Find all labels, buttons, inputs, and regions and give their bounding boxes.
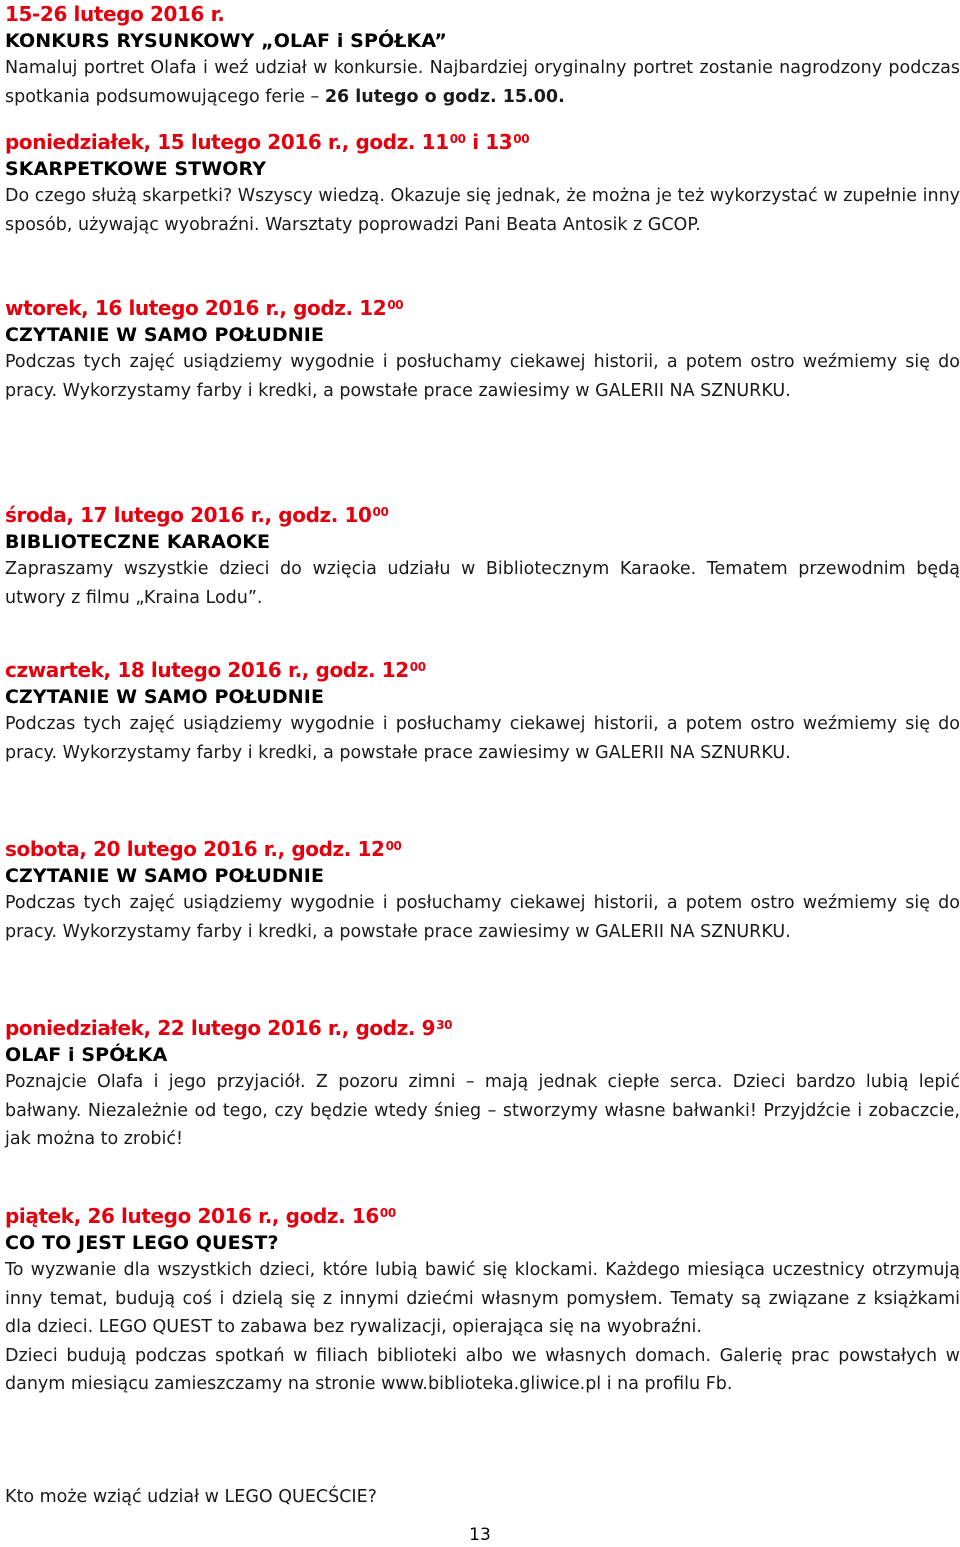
date-text: poniedziałek, 15 lutego 2016 r., godz. 11 [5, 130, 449, 154]
section-date [5, 501, 960, 529]
section-date [5, 294, 960, 322]
section-title: BIBLIOTECZNE KARAOKE [5, 531, 271, 553]
time-minutes: 00 [387, 298, 404, 312]
section-title: CZYTANIE W SAMO POŁUDNIE [5, 324, 325, 346]
date-text: czwartek, 18 lutego 2016 r., godz. 12 [5, 658, 409, 682]
date-text: piątek, 26 lutego 2016 r., godz. 16 [5, 1204, 379, 1228]
date-text-2: i 13 [465, 130, 513, 154]
time-minutes: 00 [372, 505, 389, 519]
section-czytanie-3 [5, 835, 960, 946]
section-body: Podczas tych zajęć usiądziemy wygodnie i posłuchamy ciekawej historii, a potem ostro weźmiemy się do pracy. Wykorzystamy farby i kredki, a powstałe prace zawiesimy w GALERII NA SZNURKU. [5, 893, 960, 942]
date-text: sobota, 20 lutego 2016 r., godz. 12 [5, 837, 385, 861]
section-date [5, 1014, 960, 1042]
date-text: poniedziałek, 22 lutego 2016 r., godz. 9 [5, 1016, 436, 1040]
section-title: CO TO JEST LEGO QUEST? [5, 1232, 279, 1254]
date-text: środa, 17 lutego 2016 r., godz. 10 [5, 503, 372, 527]
section-date [5, 1202, 960, 1230]
section-date: 15-26 lutego 2016 r. [5, 2, 225, 26]
time-minutes: 00 [385, 839, 402, 853]
date-text: wtorek, 16 lutego 2016 r., godz. 12 [5, 296, 387, 320]
section-title: OLAF i SPÓŁKA [5, 1044, 168, 1066]
section-title: SKARPETKOWE STWORY [5, 158, 267, 180]
section-czytanie-1 [5, 294, 960, 405]
section-czytanie-2 [5, 656, 960, 767]
section-title: CZYTANIE W SAMO POŁUDNIE [5, 865, 325, 887]
section-body: Zapraszamy wszystkie dzieci do wzięcia udziału w Bibliotecznym Karaoke. Tematem przewodnim będą utwory z filmu „Kraina Lodu”. [5, 559, 960, 608]
section-lego-quest [5, 1202, 960, 1399]
section-contest [5, 0, 960, 111]
lego-question: Kto może wziąć udział w LEGO QUECŚCIE? [5, 1487, 377, 1507]
section-title: KONKURS RYSUNKOWY „OLAF i SPÓŁKA” [5, 30, 447, 52]
time-minutes-2: 00 [513, 132, 530, 146]
section-body-2: Dzieci budują podczas spotkań w filiach biblioteki albo we własnych domach. Galerię prac powstałych w danym miesiącu zamieszczamy na stronie www.biblioteka.gliwice.pl i na profilu Fb. [5, 1345, 960, 1394]
time-minutes: 00 [409, 660, 426, 674]
time-minutes: 00 [379, 1206, 396, 1220]
section-body: Do czego służą skarpetki? Wszyscy wiedzą. Okazuje się jednak, że można je też wykorzystać w zupełnie inny sposób, używając wyobraźni. Warsztaty poprowadzi Pani Beata Antosik z GCOP. [5, 186, 960, 235]
section-date [5, 128, 960, 156]
body-emphasis: 26 lutego o godz. 15.00. [324, 86, 565, 107]
section-date [5, 835, 960, 863]
section-body: Poznajcie Olafa i jego przyjaciół. Z pozoru zimni – mają jednak ciepłe serca. Dzieci bardzo lubią lepić bałwany. Niezależnie od tego, czy będzie wtedy śnieg – stworzymy własne bałwanki! Przyjdźcie i zobaczcie, jak można to zrobić! [5, 1072, 960, 1149]
page-number: 13 [469, 1525, 491, 1545]
section-body [5, 54, 960, 111]
section-karaoke [5, 501, 960, 612]
section-title: CZYTANIE W SAMO POŁUDNIE [5, 686, 325, 708]
section-body: Podczas tych zajęć usiądziemy wygodnie i posłuchamy ciekawej historii, a potem ostro weźmiemy się do pracy. Wykorzystamy farby i kredki, a powstałe prace zawiesimy w GALERII NA SZNURKU. [5, 352, 960, 401]
section-body: To wyzwanie dla wszystkich dzieci, które lubią bawić się klockami. Każdego miesiąca uczestnicy otrzymują inny temat, budują coś i dzielą się z innymi dziećmi własnym pomysłem. Tematy są związane z książkami dla dzieci. LEGO QUEST to zabawa bez rywalizacji, opierająca się na wyobraźni. [5, 1260, 960, 1337]
section-olaf [5, 1014, 960, 1154]
section-date [5, 656, 960, 684]
time-minutes: 30 [436, 1018, 453, 1032]
time-minutes: 00 [449, 132, 466, 146]
section-body: Podczas tych zajęć usiądziemy wygodnie i posłuchamy ciekawej historii, a potem ostro weźmiemy się do pracy. Wykorzystamy farby i kredki, a powstałe prace zawiesimy w GALERII NA SZNURKU. [5, 714, 960, 763]
body-text: Namaluj portret Olafa i weź udział w konkursie. Najbardziej oryginalny portret zostanie nagrodzony podczas spotkania podsumowującego ferie – [5, 58, 960, 107]
section-skarpetkowe [5, 128, 960, 239]
